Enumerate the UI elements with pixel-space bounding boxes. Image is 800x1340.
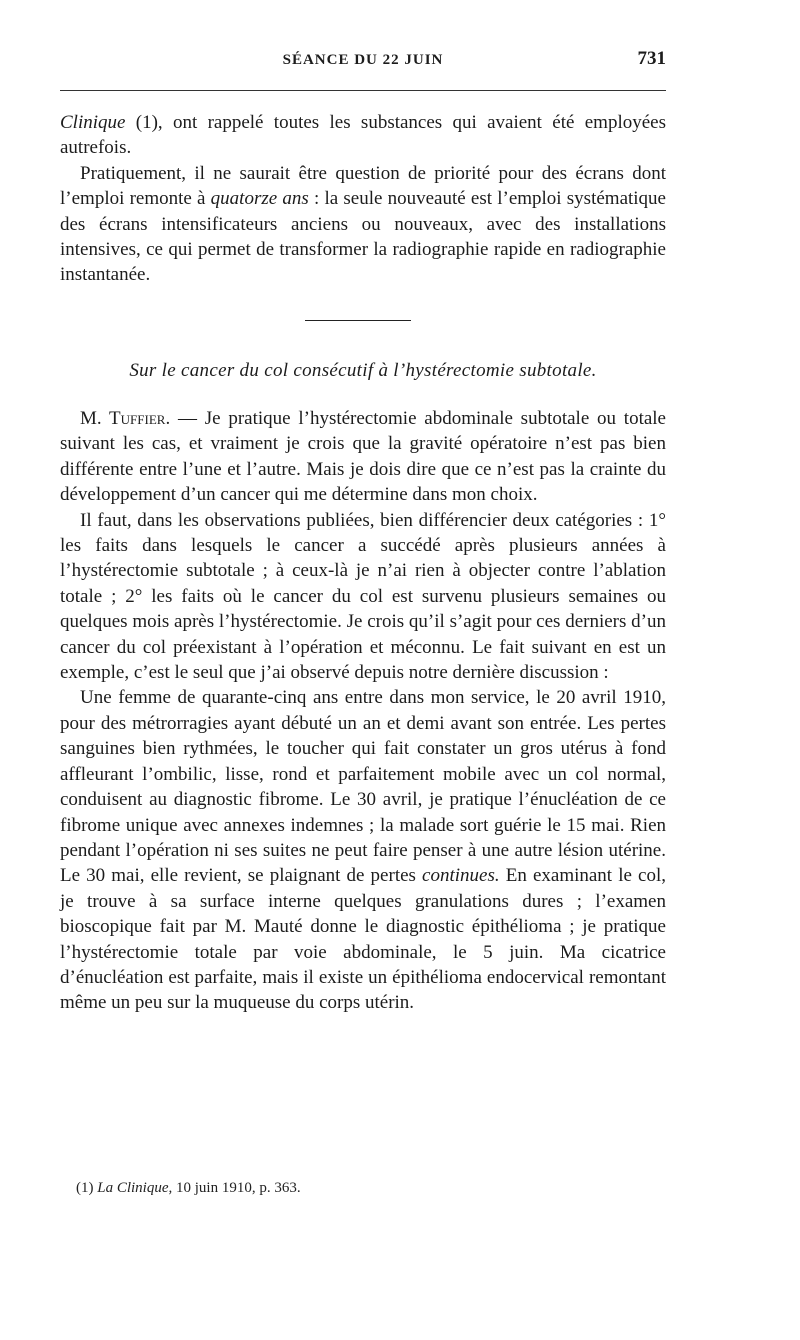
article-paragraph-1 xyxy=(60,406,666,508)
header-rule xyxy=(60,90,666,91)
page-number: 731 xyxy=(637,48,666,69)
article-p3-after: En examinant le col, je trouve à sa surface interne quelques granulations dures ; l’examen bioscopique fait par M. Mauté donne le diagnostic épithélioma ; je pratique l’hystérectomie totale par voie abdominale, le 5 juin. Ma cicatrice d’énucléation est parfaite, mais il existe un épithélioma endocervical remontant même un peu sur la muqueuse du corps utérin. xyxy=(60,865,666,1014)
article-paragraph-2: Il faut, dans les observations publiées, bien différencier deux catégories : 1° les faits dans lesquels le cancer a succédé après plusieurs années à l’hystérectomie subtotale ; à ceux-là je n’ai rien à objecter contre l’ablation totale ; 2° les faits où le cancer du col est survenu plusieurs semaines ou quelques mois après l’hystérectomie. Je crois qu’il s’agit pour ces derniers d’un cancer du col préexistant à l’opération et méconnu. Le fait suivant en est un exemple, c’est le seul que j’ai observé depuis notre dernière discussion : xyxy=(60,509,666,684)
intro-italic-clinique: Clinique xyxy=(60,112,126,133)
article-text xyxy=(60,406,666,1016)
intro-paragraph-2 xyxy=(60,161,666,288)
intro-p2-italic: quatorze ans xyxy=(210,188,309,210)
article-p1-text: — Je pratique l’hystérectomie abdominale subtotale ou totale suivant les cas, et vraiment je crois que la gravité opératoire n’est pas bien différente entre l’une et l’autre. Mais je dois dire que ce n’est pas la crainte du développement d’un cancer qui me détermine dans mon choix. xyxy=(60,408,666,506)
intro-p2-after: : la seule nouveauté est l’emploi systématique des écrans intensificateurs anciens ou nouveaux, avec des installations intensives, ce qui permet de transformer la radiographie rapide en radiographie instantanée. xyxy=(60,188,666,286)
section-divider xyxy=(305,320,411,321)
footnote xyxy=(76,1180,301,1197)
running-head xyxy=(60,46,666,76)
footnote-text: 10 juin 1910, p. 363. xyxy=(172,1180,301,1196)
speaker-name: M. Tuffier. xyxy=(80,408,171,429)
section-title: Sur le cancer du col consécutif à l’hystérectomie subtotale. xyxy=(129,360,597,381)
footnote-marker: (1) xyxy=(76,1180,94,1196)
intro-paragraph-1 xyxy=(60,110,666,161)
article-p3-italic: continues. xyxy=(422,865,500,887)
running-title: SÉANCE DU 22 JUIN xyxy=(282,52,444,68)
intro-p1-text: (1), ont rappelé toutes les substances qui avaient été employées autrefois. xyxy=(60,112,666,159)
intro-p2-before: Pratiquement, il ne saurait être question de priorité pour des écrans dont l’emploi remonte à xyxy=(60,162,666,210)
article-paragraph-3 xyxy=(60,685,666,1015)
article-p3-before: Une femme de quarante-cinq ans entre dans mon service, le 20 avril 1910, pour des métrorragies ayant débuté un an et demi avant son entrée. Les pertes sanguines bien rythmées, le toucher qui fait constater un gros utérus à fond affleurant l’ombilic, lisse, rond et parfaitement mobile avec un col normal, conduisent au diagnostic fibrome. Le 30 avril, je pratique l’énucléation de ce fibrome unique avec annexes indemnes ; la malade sort guérie le 15 mai. Rien pendant l’opération ni ses suites ne peut faire penser à une autre lésion utérine. Le 30 mai, elle revient, se plaignant de pertes xyxy=(60,687,666,887)
footnote-source: La Clinique, xyxy=(97,1180,173,1196)
intro-text xyxy=(60,110,666,288)
